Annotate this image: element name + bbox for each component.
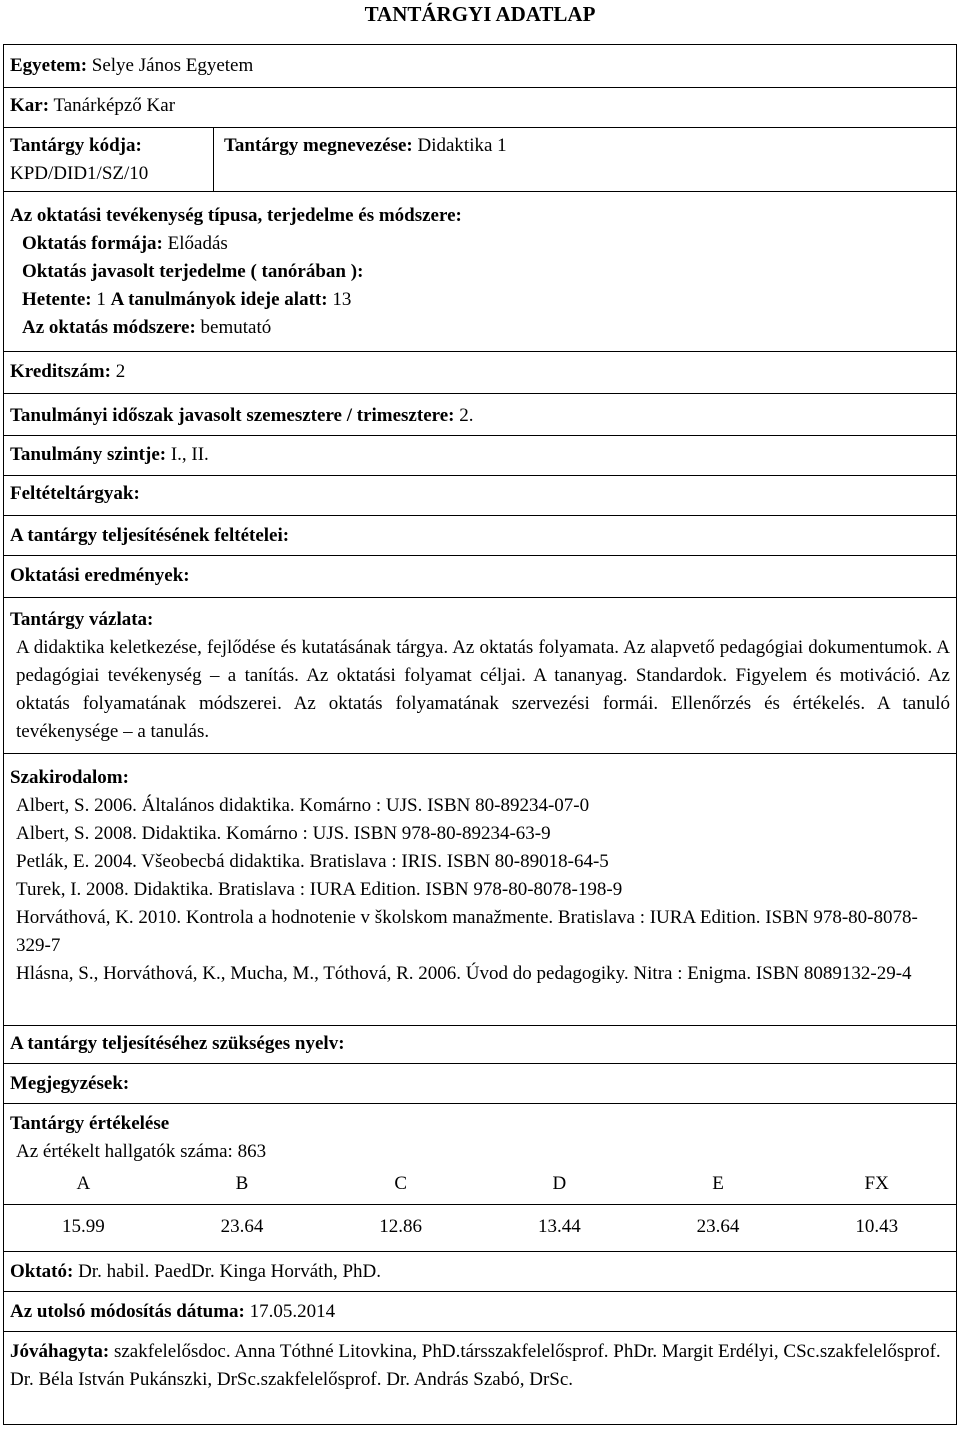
activity-heading: Az oktatási tevékenység típusa, terjedelme és módszere: [10, 205, 462, 226]
language-label: A tantárgy teljesítéséhez szükséges nyelv: [10, 1033, 345, 1054]
literature-item: Turek, I. 2008. Didaktika. Bratislava : IURA Edition. ISBN 978-80-8078-198-9 [16, 879, 623, 900]
literature-item: Hlásna, S., Horváthová, K., Mucha, M., Tóthová, R. 2006. Úvod do pedagogiky. Nitra : Enigma. ISBN 8089132-29-4 [16, 963, 912, 984]
row-lecturer [4, 1251, 956, 1291]
literature-item: Horváthová, K. 2010. Kontrola a hodnotenie v školskom manažmente. Bratislava : IURA Edition. ISBN 978-80-8078-329-7 [16, 907, 918, 956]
outline-label: Tantárgy vázlata: [10, 609, 154, 630]
grade-value: 15.99 [61, 1216, 105, 1237]
grade-label: D [552, 1173, 567, 1194]
row-course-code [4, 127, 956, 191]
activity-scope-label: Oktatás javasolt terjedelme ( tanórában ): [22, 261, 364, 282]
credits-label: Kreditszám: [10, 361, 111, 382]
grade-value: 12.86 [379, 1216, 423, 1237]
completion-label: A tantárgy teljesítésének feltételei: [10, 525, 290, 546]
row-language [4, 1025, 956, 1063]
course-name-label: Tantárgy megnevezése: [224, 135, 413, 156]
row-outline [4, 597, 956, 753]
grade-label: FX [864, 1173, 889, 1194]
row-faculty [4, 87, 956, 127]
grade-label: E [712, 1173, 724, 1194]
level-label: Tanulmány szintje: [10, 444, 167, 465]
grade-value: 10.43 [855, 1216, 899, 1237]
literature-item: Albert, S. 2008. Didaktika. Komárno : UJS. ISBN 978-80-89234-63-9 [16, 823, 551, 844]
level-value: I., II. [170, 444, 209, 465]
outline-text: A didaktika keletkezése, fejlődése és kutatásának tárgya. Az oktatás folyamata. Az alapvető pedagógiai dokumentumok. A pedagógiai tevékenység – a tanítás. Az oktatási folyamat céljai. A tananyag. Standardok. Figyelem és motiváció. Az oktatás folyamatának módszerei. Az oktatás folyamatának szervezési formái. Ellenőrzés és értékelés. A tanuló tevékenysége – a tanulás. [16, 637, 950, 742]
row-completion [4, 515, 956, 555]
row-prerequisites [4, 475, 956, 515]
row-credits [4, 351, 956, 393]
modified-value: 17.05.2014 [249, 1301, 336, 1322]
row-semester [4, 393, 956, 435]
literature-item: Petlák, E. 2004. Všeobecbá didaktika. Bratislava : IRIS. ISBN 80-89018-64-5 [16, 851, 609, 872]
grade-divider [4, 1204, 956, 1205]
row-evaluation [4, 1103, 956, 1251]
grade-values-row [4, 1213, 956, 1241]
course-name-value: Didaktika 1 [417, 135, 507, 156]
total-value: 13 [332, 289, 352, 310]
row-activity [4, 191, 956, 351]
grade-header-row [4, 1170, 956, 1198]
faculty-value: Tanárképző Kar [53, 95, 176, 116]
weekly-label: Hetente: [22, 289, 92, 310]
data-sheet-table [3, 44, 957, 1425]
row-level [4, 435, 956, 475]
evaluation-label: Tantárgy értékelése [10, 1113, 170, 1134]
activity-form-value: Előadás [167, 233, 228, 254]
prerequisites-label: Feltételtárgyak: [10, 483, 140, 504]
modified-label: Az utolsó módosítás dátuma: [10, 1301, 245, 1322]
notes-label: Megjegyzések: [10, 1073, 130, 1094]
evaluated-count: Az értékelt hallgatók száma: 863 [16, 1141, 267, 1162]
university-value: Selye János Egyetem [91, 55, 254, 76]
approved-label: Jóváhagyta: [10, 1341, 110, 1362]
grade-value: 23.64 [696, 1216, 740, 1237]
lecturer-value: Dr. habil. PaedDr. Kinga Horváth, PhD. [78, 1261, 381, 1282]
row-outcomes [4, 555, 956, 597]
university-label: Egyetem: [10, 55, 88, 76]
grade-value: 13.44 [537, 1216, 581, 1237]
weekly-value: 1 [96, 289, 106, 310]
grade-value: 23.64 [220, 1216, 264, 1237]
approved-value: szakfelelősdoc. Anna Tóthné Litovkina, PhD.társszakfelelősprof. PhDr. Margit Erdélyi, CSc.szakfelelősprof. Dr. Béla István Pukánszki, DrSc.szakfelelősprof. Dr. András Szabó, DrSc. [10, 1341, 941, 1390]
divider [213, 128, 214, 191]
row-university [4, 45, 956, 87]
faculty-label: Kar: [10, 95, 50, 116]
method-label: Az oktatás módszere: [22, 317, 196, 338]
method-value: bemutató [200, 317, 272, 338]
total-label: A tanulmányok ideje alatt: [110, 289, 328, 310]
course-code-label: Tantárgy kódja: [10, 135, 142, 156]
course-code-value: KPD/DID1/SZ/10 [10, 163, 149, 184]
literature-item: Albert, S. 2006. Általános didaktika. Komárno : UJS. ISBN 80-89234-07-0 [16, 795, 590, 816]
row-notes [4, 1063, 956, 1103]
page-title: TANTÁRGYI ADATLAP [364, 2, 596, 26]
semester-label: Tanulmányi időszak javasolt szemesztere / trimesztere: [10, 405, 455, 426]
row-modified [4, 1291, 956, 1331]
grade-label: B [235, 1173, 249, 1194]
outcomes-label: Oktatási eredmények: [10, 565, 190, 586]
semester-value: 2. [459, 405, 474, 426]
grade-label: C [394, 1173, 408, 1194]
grade-label: A [76, 1173, 91, 1194]
literature-label: Szakirodalom: [10, 767, 129, 788]
row-literature [4, 753, 956, 1025]
activity-form-label: Oktatás formája: [22, 233, 163, 254]
row-approved [4, 1331, 956, 1426]
lecturer-label: Oktató: [10, 1261, 74, 1282]
credits-value: 2 [115, 361, 126, 382]
